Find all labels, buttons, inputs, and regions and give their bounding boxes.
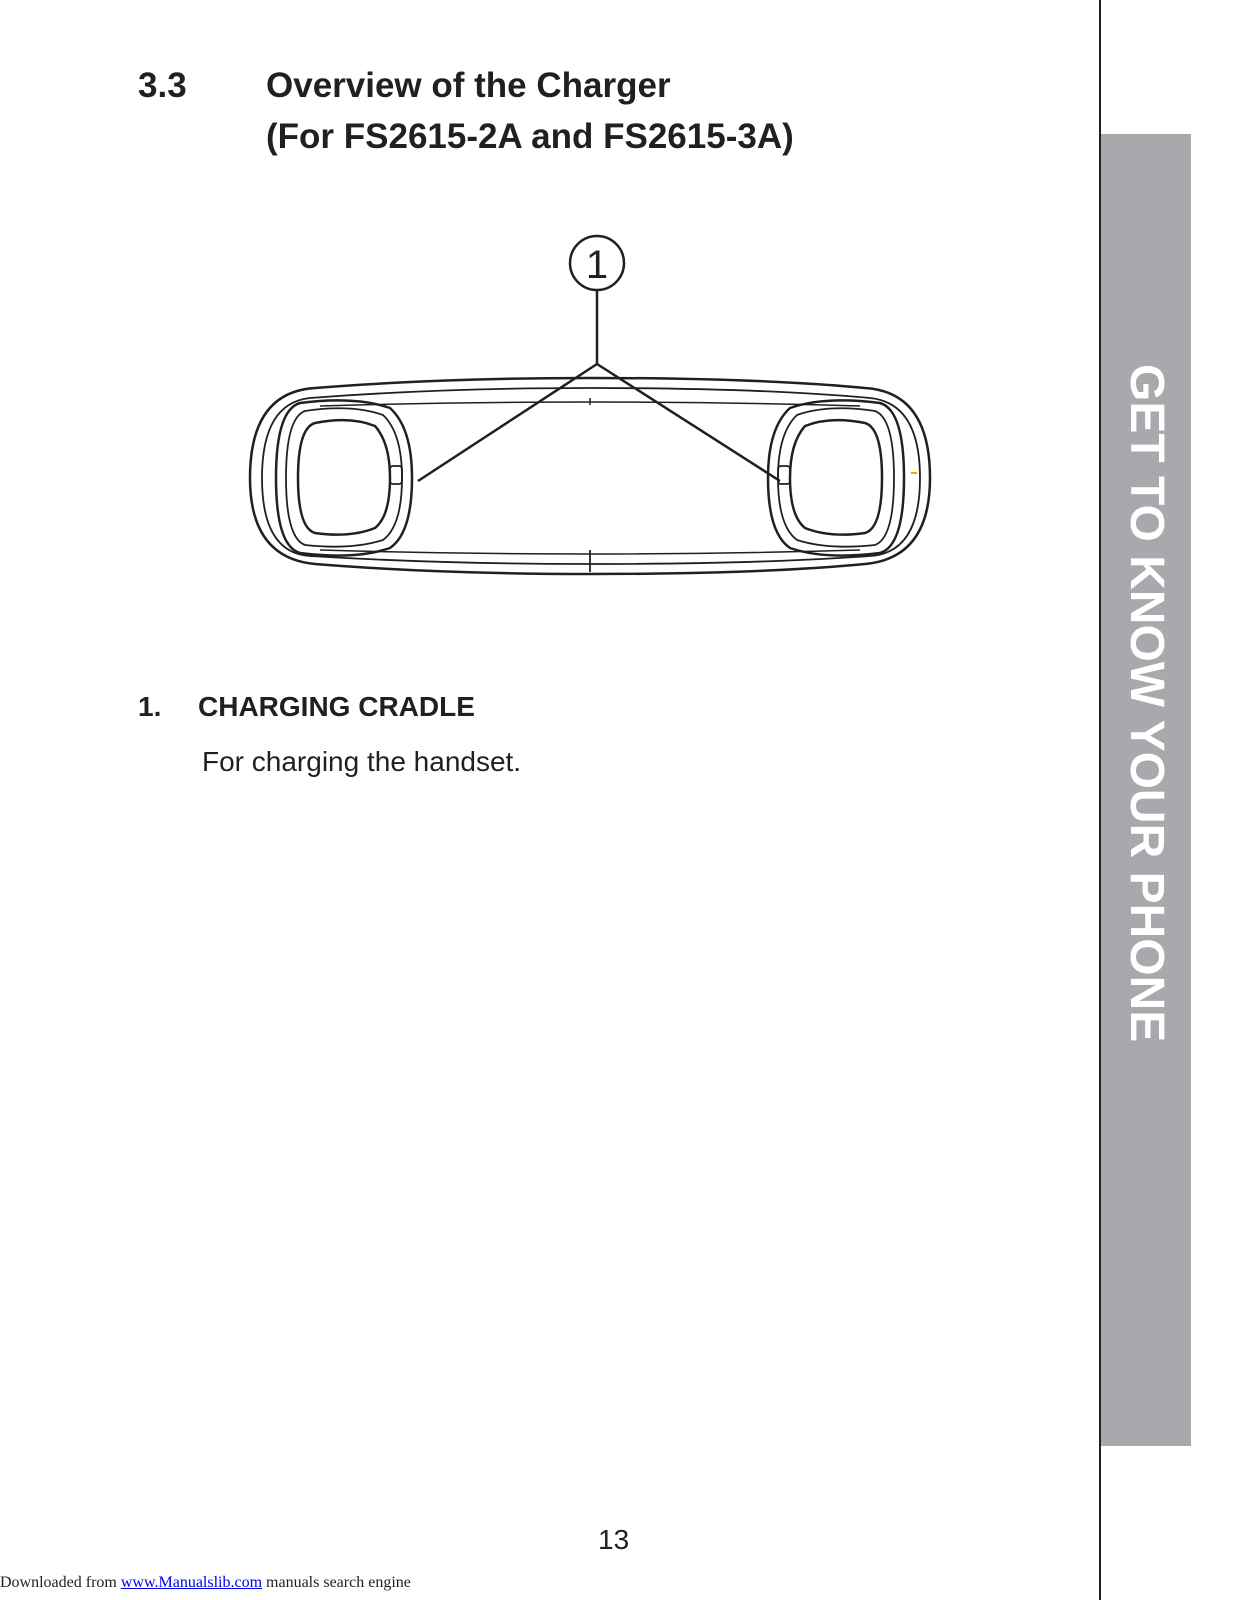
item-number: 1.	[138, 691, 162, 722]
charger-body-inner	[262, 388, 920, 564]
footer-link[interactable]: www.Manualslib.com	[120, 1574, 263, 1591]
right-cradle	[768, 400, 904, 555]
side-tab-label: GET TO KNOW YOUR PHONE	[1120, 364, 1173, 1043]
charger-diagram	[240, 228, 960, 598]
section-title-line2: (For FS2615-2A and FS2615-3A)	[266, 117, 794, 156]
footer	[0, 1573, 411, 1593]
footer-prefix: Downloaded from	[0, 1574, 121, 1591]
charger-body-outline	[250, 378, 930, 574]
footer-suffix: manuals search engine	[262, 1574, 411, 1591]
item-description: For charging the handset.	[202, 746, 522, 777]
callout-label: 1	[585, 243, 609, 287]
section-number: 3.3	[138, 66, 187, 105]
section-title-line1: Overview of the Charger	[266, 66, 671, 105]
item-title: CHARGING CRADLE	[198, 691, 475, 722]
left-cradle	[276, 400, 412, 555]
page-number: 13	[598, 1524, 630, 1555]
side-tab	[1101, 134, 1191, 1446]
